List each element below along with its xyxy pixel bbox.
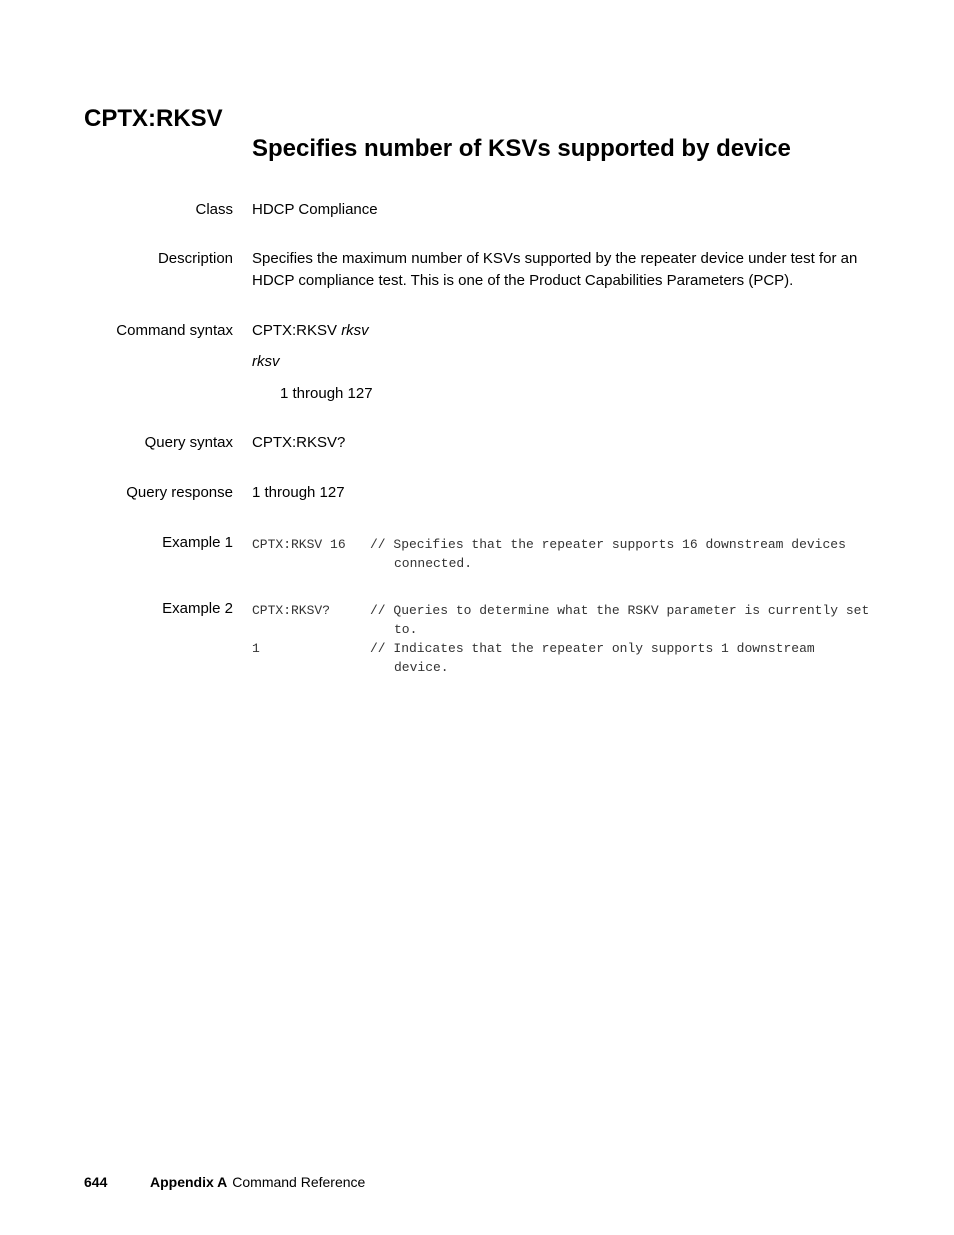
- param-name: rksv: [252, 353, 280, 370]
- description-value: Specifies the maximum number of KSVs supported by the repeater device under test for an HDCP compliance test. This is one of the Product Capabilities Parameters (PCP).: [252, 250, 858, 289]
- code-command: 1: [252, 641, 260, 656]
- command-syntax-label: Command syntax: [116, 322, 233, 339]
- param-range: 1 through 127: [280, 385, 373, 402]
- command-syntax-prefix: CPTX:RKSV: [252, 322, 342, 339]
- command-subtitle: Specifies number of KSVs supported by device: [252, 135, 791, 162]
- class-value: HDCP Compliance: [252, 201, 378, 218]
- query-response-label: Query response: [126, 484, 233, 501]
- page-number: 644: [84, 1174, 108, 1190]
- footer-appendix: Appendix A: [150, 1174, 228, 1190]
- example1-label: Example 1: [162, 534, 233, 551]
- command-title: CPTX:RKSV: [84, 105, 223, 132]
- description-label: Description: [157, 250, 233, 267]
- query-syntax-value: CPTX:RKSV?: [252, 434, 346, 451]
- code-comment: // Indicates that the repeater only supports 1 downstream device.: [370, 641, 823, 675]
- page-footer: [84, 1173, 365, 1191]
- example2-label: Example 2: [162, 600, 233, 617]
- query-syntax-label: Query syntax: [144, 434, 233, 451]
- code-command: CPTX:RKSV?: [252, 603, 331, 618]
- class-label: Class: [195, 201, 233, 218]
- code-line: [252, 601, 878, 639]
- command-syntax-line: [252, 320, 872, 342]
- code-line: [252, 535, 872, 573]
- code-line: [252, 639, 872, 677]
- footer-title: Command Reference: [232, 1174, 366, 1190]
- code-comment: // Specifies that the repeater supports 16 downstream devices connected.: [370, 537, 854, 571]
- code-command: CPTX:RKSV 16: [252, 537, 346, 552]
- code-comment: // Queries to determine what the RSKV parameter is currently set to.: [370, 603, 878, 637]
- query-response-value: 1 through 127: [252, 484, 345, 501]
- command-syntax-param: rksv: [341, 322, 369, 339]
